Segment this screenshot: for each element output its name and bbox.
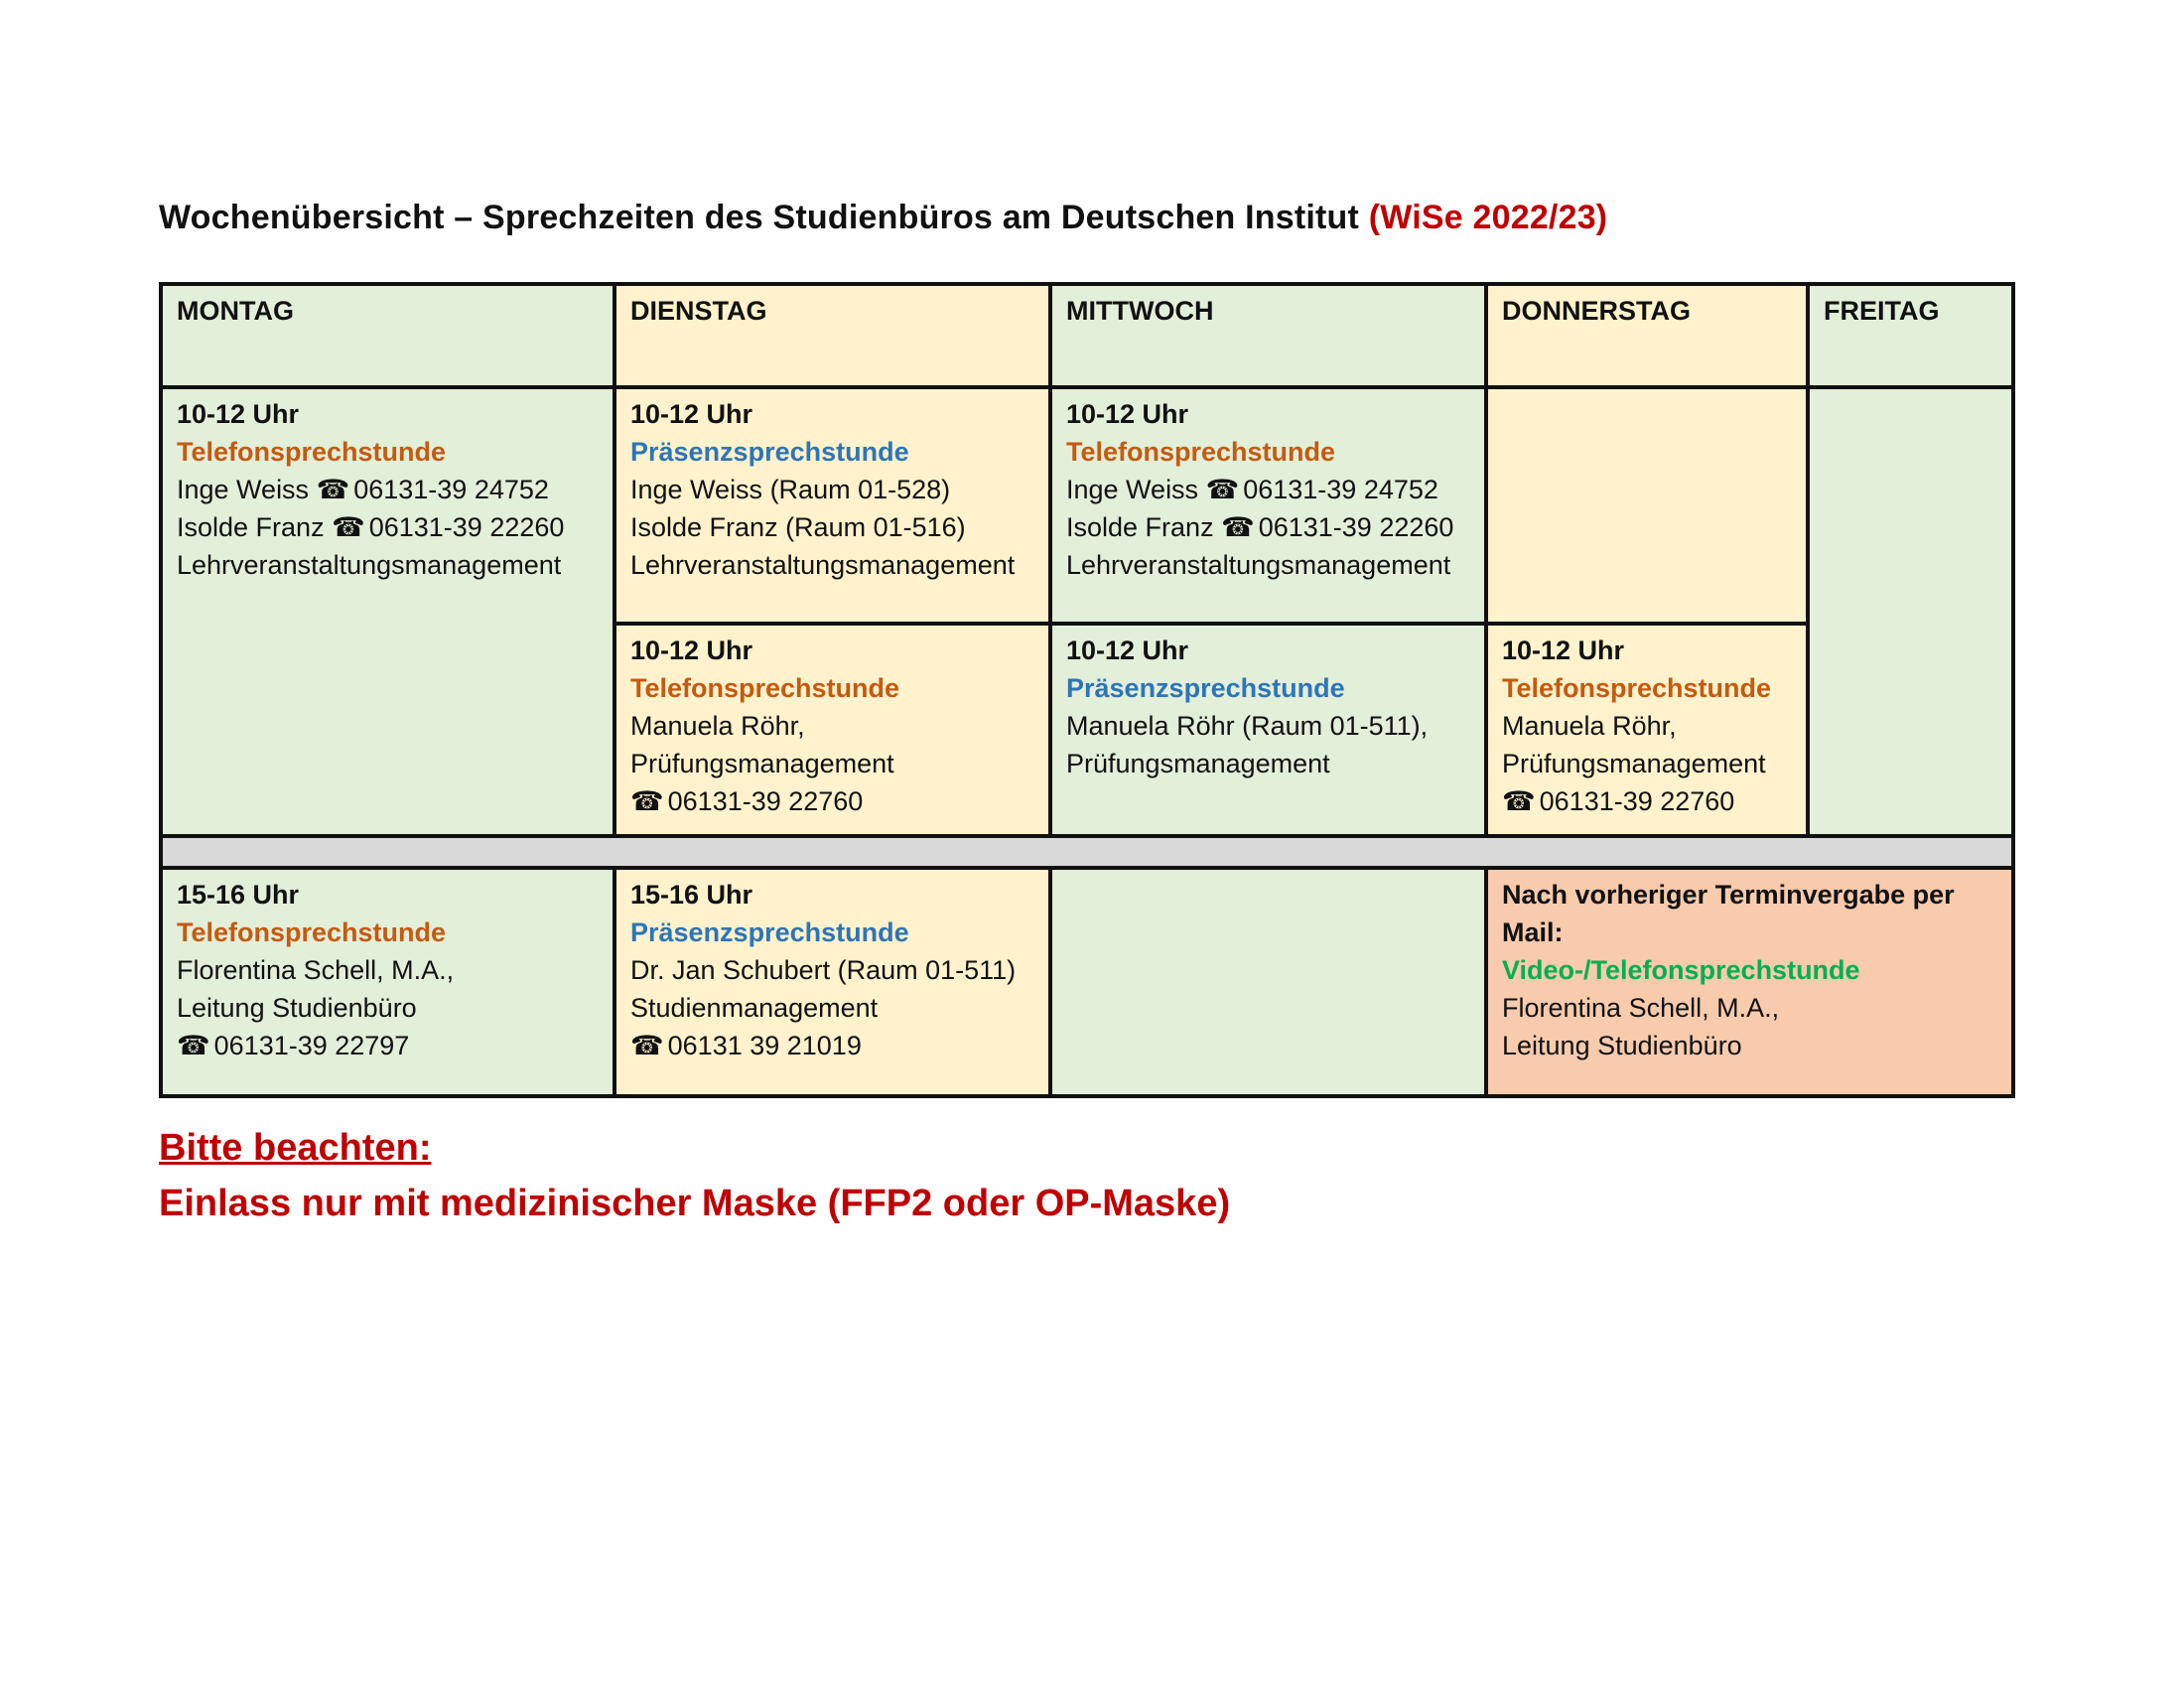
day-header-tuesday: DIENSTAG <box>614 284 1050 387</box>
contact-line: Manuela Röhr (Raum 01-511), <box>1066 711 1429 742</box>
cell-monday-morning <box>161 387 614 836</box>
appointment-note: Nach vorheriger Terminvergabe per <box>1502 880 1955 910</box>
phone-number: 06131-39 24752 <box>353 475 549 504</box>
lunch-gap-row <box>161 836 2013 868</box>
schedule-table <box>159 282 2015 1098</box>
time-label: 10-12 Uhr <box>1502 635 1625 666</box>
phone-line <box>1502 782 1792 820</box>
department-label: Prüfungsmanagement <box>1502 749 1766 779</box>
department-label: Prüfungsmanagement <box>1066 749 1330 779</box>
time-label: 15-16 Uhr <box>177 880 300 910</box>
phone-icon: ☎ <box>1205 475 1240 504</box>
cell-wednesday-morning-1 <box>1050 387 1486 624</box>
phone-icon: ☎ <box>316 475 350 504</box>
department-label: Lehrveranstaltungsmanagement <box>177 550 562 580</box>
contact-line <box>177 471 599 508</box>
type-label: Telefonsprechstunde <box>177 437 447 467</box>
contact-line: Florentina Schell, M.A., <box>1502 993 1780 1023</box>
lunch-gap <box>161 836 2013 868</box>
cell-wednesday-afternoon-empty <box>1050 868 1486 1096</box>
type-label: Präsenzsprechstunde <box>630 437 909 467</box>
morning-row-1 <box>161 387 2013 624</box>
contact-name: Inge Weiss <box>1066 475 1206 504</box>
cell-thursday-friday-afternoon <box>1486 868 2013 1096</box>
title-text: Wochenübersicht – Sprechzeiten des Studienbüros am Deutschen Institut <box>159 199 1369 236</box>
cell-friday-morning-empty <box>1808 387 2013 836</box>
cell-wednesday-morning-2 <box>1050 624 1486 836</box>
cell-tuesday-afternoon <box>614 868 1050 1096</box>
semester-label: (WiSe 2022/23) <box>1368 199 1608 236</box>
page-title <box>159 199 1607 237</box>
cell-monday-afternoon <box>161 868 614 1096</box>
type-label: Telefonsprechstunde <box>177 917 447 947</box>
contact-line: Florentina Schell, M.A., <box>177 955 455 985</box>
contact-line <box>177 508 599 546</box>
contact-line <box>1066 508 1470 546</box>
phone-icon: ☎ <box>630 786 664 817</box>
type-label: Präsenzsprechstunde <box>630 917 909 947</box>
phone-number: 06131-39 22260 <box>368 512 565 542</box>
phone-number: 06131-39 22760 <box>1539 786 1735 817</box>
contact-name: Isolde Franz <box>1066 512 1222 542</box>
phone-icon: ☎ <box>1502 786 1536 817</box>
phone-number: 06131-39 22760 <box>667 786 864 817</box>
type-label: Video-/Telefonsprechstunde <box>1502 955 1860 985</box>
phone-line <box>177 1027 599 1064</box>
contact-name: Isolde Franz <box>177 512 333 542</box>
department-label: Leitung Studienbüro <box>177 993 417 1023</box>
contact-line: Manuela Röhr, <box>630 711 805 742</box>
cell-thursday-morning-1-empty <box>1486 387 1808 624</box>
phone-icon: ☎ <box>332 512 365 542</box>
department-label: Lehrveranstaltungsmanagement <box>630 550 1016 580</box>
time-label: 10-12 Uhr <box>630 399 753 429</box>
time-label: 10-12 Uhr <box>630 635 753 666</box>
department-label: Prüfungsmanagement <box>630 749 894 779</box>
phone-line <box>630 1027 1034 1064</box>
notice-message: Einlass nur mit medizinischer Maske (FFP2 oder OP-Maske) <box>159 1183 1231 1224</box>
day-header-thursday: DONNERSTAG <box>1486 284 1808 387</box>
time-label: 10-12 Uhr <box>1066 635 1189 666</box>
phone-icon: ☎ <box>630 1031 664 1060</box>
phone-number: 06131-39 22797 <box>213 1031 410 1060</box>
phone-icon: ☎ <box>177 1031 210 1060</box>
type-label: Präsenzsprechstunde <box>1066 673 1345 704</box>
contact-line <box>1066 471 1470 508</box>
day-header-monday: MONTAG <box>161 284 614 387</box>
contact-line: Inge Weiss (Raum 01-528) <box>630 475 951 504</box>
type-label: Telefonsprechstunde <box>1066 437 1336 467</box>
type-label: Telefonsprechstunde <box>630 673 900 704</box>
department-label: Leitung Studienbüro <box>1502 1031 1742 1060</box>
day-header-friday: FREITAG <box>1808 284 2013 387</box>
notice-block <box>159 1120 1230 1231</box>
appointment-note-2: Mail: <box>1502 917 1564 947</box>
header-row <box>161 284 2013 387</box>
cell-tuesday-morning-2 <box>614 624 1050 836</box>
time-label: 15-16 Uhr <box>630 880 753 910</box>
contact-name: Inge Weiss <box>177 475 317 504</box>
phone-number: 06131-39 24752 <box>1243 475 1438 504</box>
type-label: Telefonsprechstunde <box>1502 673 1772 704</box>
phone-line <box>630 782 1034 820</box>
phone-icon: ☎ <box>1221 512 1255 542</box>
time-label: 10-12 Uhr <box>1066 399 1189 429</box>
phone-number: 06131 39 21019 <box>667 1031 862 1060</box>
day-header-wednesday: MITTWOCH <box>1050 284 1486 387</box>
cell-tuesday-morning-1 <box>614 387 1050 624</box>
contact-line: Manuela Röhr, <box>1502 711 1677 742</box>
department-label: Studienmanagement <box>630 993 879 1023</box>
department-label: Lehrveranstaltungsmanagement <box>1066 550 1451 580</box>
notice-heading: Bitte beachten: <box>159 1127 432 1169</box>
contact-line: Isolde Franz (Raum 01-516) <box>630 512 966 542</box>
phone-number: 06131-39 22260 <box>1258 512 1454 542</box>
time-label: 10-12 Uhr <box>177 399 300 429</box>
contact-line: Dr. Jan Schubert (Raum 01-511) <box>630 955 1017 985</box>
cell-thursday-morning-2 <box>1486 624 1808 836</box>
afternoon-row <box>161 868 2013 1096</box>
